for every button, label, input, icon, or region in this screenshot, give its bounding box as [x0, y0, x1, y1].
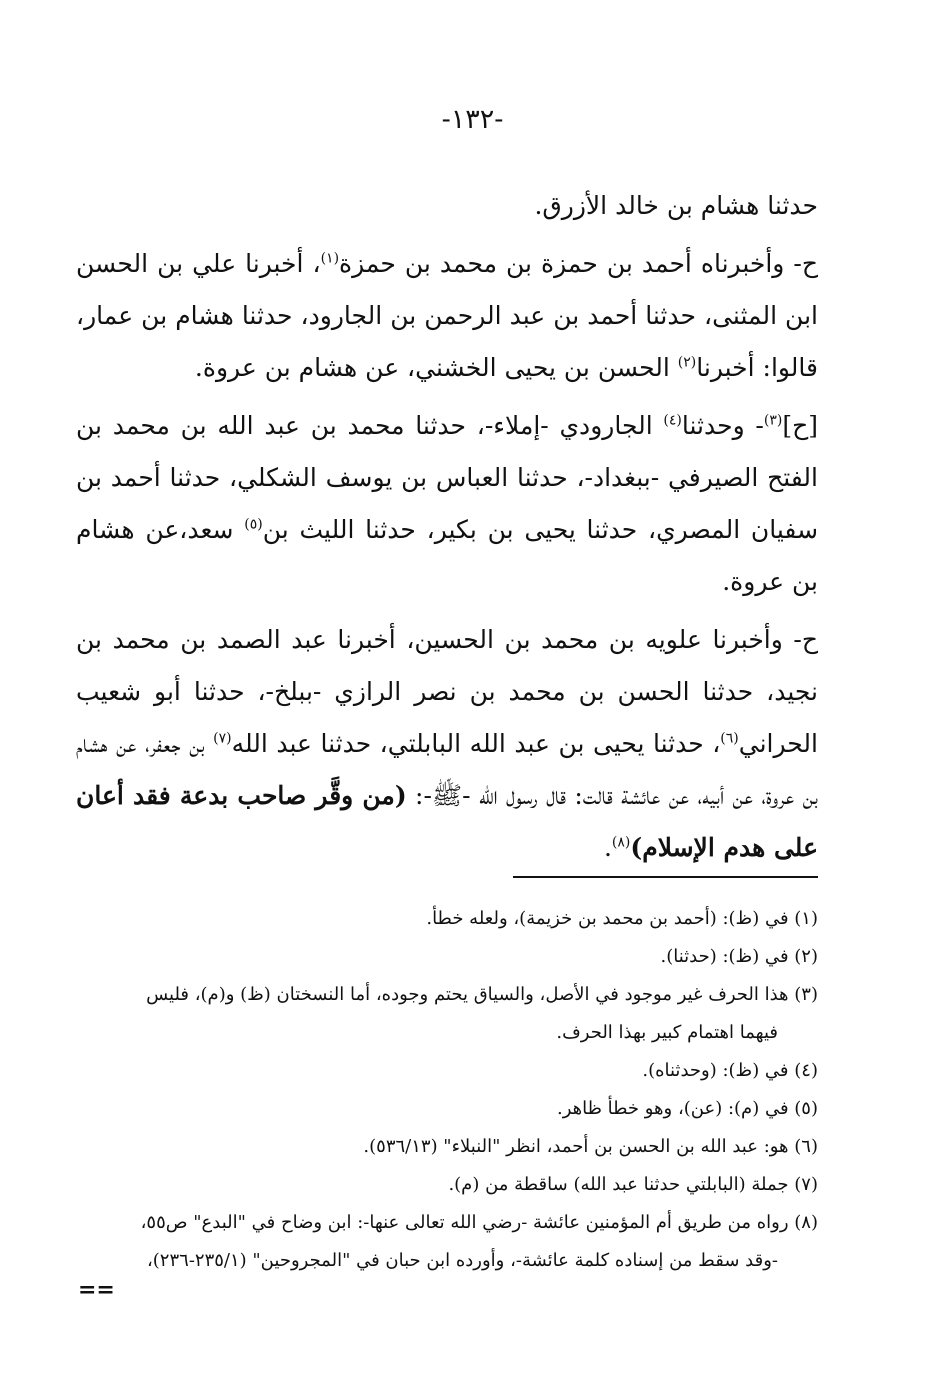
- hadith-text: (من وقَّر صاحب بدعة فقد أعان على هدم الإسلام): [76, 781, 818, 862]
- footnote: (٨) رواه من طريق أم المؤمنين عائشة -رضي الله تعالى عنها-: ابن وضاح في "البدع" ص٥٥،: [140, 1212, 818, 1233]
- paragraph: [76, 400, 818, 608]
- footnote-marker: (١): [320, 250, 340, 267]
- footnotes: [76, 900, 818, 1280]
- continued-mark: ==: [78, 1277, 115, 1303]
- text-segment: - وحدثنا: [681, 411, 764, 440]
- footnote-marker: (٨): [611, 834, 631, 851]
- text-segment: ح- وأخبرنا علويه بن محمد بن الحسين، أخبرنا عبد الصمد بن محمد بن نجيد، حدثنا الحسن بن محمد بن نصر الرازي -ببلخ-، حدثنا أبو شعيب الحراني: [76, 625, 818, 758]
- footnote-marker: (٤): [663, 412, 682, 429]
- paragraph: [76, 180, 818, 232]
- footnote-marker: (٣): [763, 412, 783, 429]
- main-text: [76, 180, 818, 874]
- footnote-marker: (٢): [677, 354, 697, 371]
- footnote: (٥) في (م): (عن)، وهو خطأ ظاهر.: [556, 1098, 818, 1119]
- text-segment: الحسن بن يحيى الخشني، عن هشام بن عروة.: [194, 353, 678, 382]
- text-segment: ، حدثنا يحيى بن عبد الله البابلتي، حدثنا عبد الله: [231, 729, 721, 758]
- footnote-continuation: فيهما اهتمام كبير بهذا الحرف.: [556, 1022, 778, 1043]
- footnote-marker: (٥): [244, 516, 263, 533]
- text-segment: .: [603, 833, 612, 862]
- text-segment: حدثنا هشام بن خالد الأزرق.: [534, 191, 818, 220]
- footnote-marker: (٦): [720, 730, 739, 747]
- footnote-separator: [513, 876, 818, 878]
- page-number: -١٣٢-: [441, 104, 504, 135]
- text-segment: بن جعفر، عن هشام بن عروة، عن أبيه، عن عائشة قالت: قال رسول الله -ﷺ-:: [76, 729, 818, 810]
- text-segment: سعد،عن هشام بن عروة.: [76, 515, 818, 596]
- paragraph: [76, 238, 818, 394]
- paragraph: [76, 614, 818, 874]
- footnote-continuation: -وقد سقط من إسناده كلمة عائشة-، وأورده ابن حبان في "المجروحين" (٢٣٥/١-٢٣٦)،: [146, 1250, 778, 1271]
- text-segment: [ح]: [782, 411, 818, 440]
- footnote: (٦) هو: عبد الله بن الحسن بن أحمد، انظر "النبلاء" (٥٣٦/١٣).: [363, 1136, 818, 1157]
- text-segment: ح- وأخبرناه أحمد بن حمزة بن محمد بن حمزة: [339, 249, 818, 278]
- footnote: (٧) جملة (البابلتي حدثنا عبد الله) ساقطة من (م).: [448, 1174, 818, 1195]
- footnote: (٣) هذا الحرف غير موجود في الأصل، والسياق يحتم وجوده، أما النسختان (ظ) و(م)، فليس: [146, 984, 818, 1005]
- text-segment: الجارودي -إملاء-، حدثنا محمد بن عبد الله بن محمد بن الفتح الصيرفي -ببغداد-، حدثنا العباس بن يوسف الشكلي، حدثنا أحمد بن سفيان المصري، حدثنا يحيى بن بكير، حدثنا الليث بن: [76, 411, 819, 544]
- footnote-marker: (٧): [213, 730, 232, 747]
- footnote: (٤) في (ظ): (وحدثناه).: [642, 1060, 818, 1081]
- text-segment: ، أخبرنا علي بن الحسن ابن المثنى، حدثنا أحمد بن عبد الرحمن بن الجارود، حدثنا هشام بن عمار، قالوا: أخبرنا: [76, 249, 818, 382]
- footnote: (٢) في (ظ): (حدثنا).: [660, 946, 818, 967]
- footnote: (١) في (ظ): (أحمد بن محمد بن خزيمة)، ولعله خطأ.: [426, 908, 818, 929]
